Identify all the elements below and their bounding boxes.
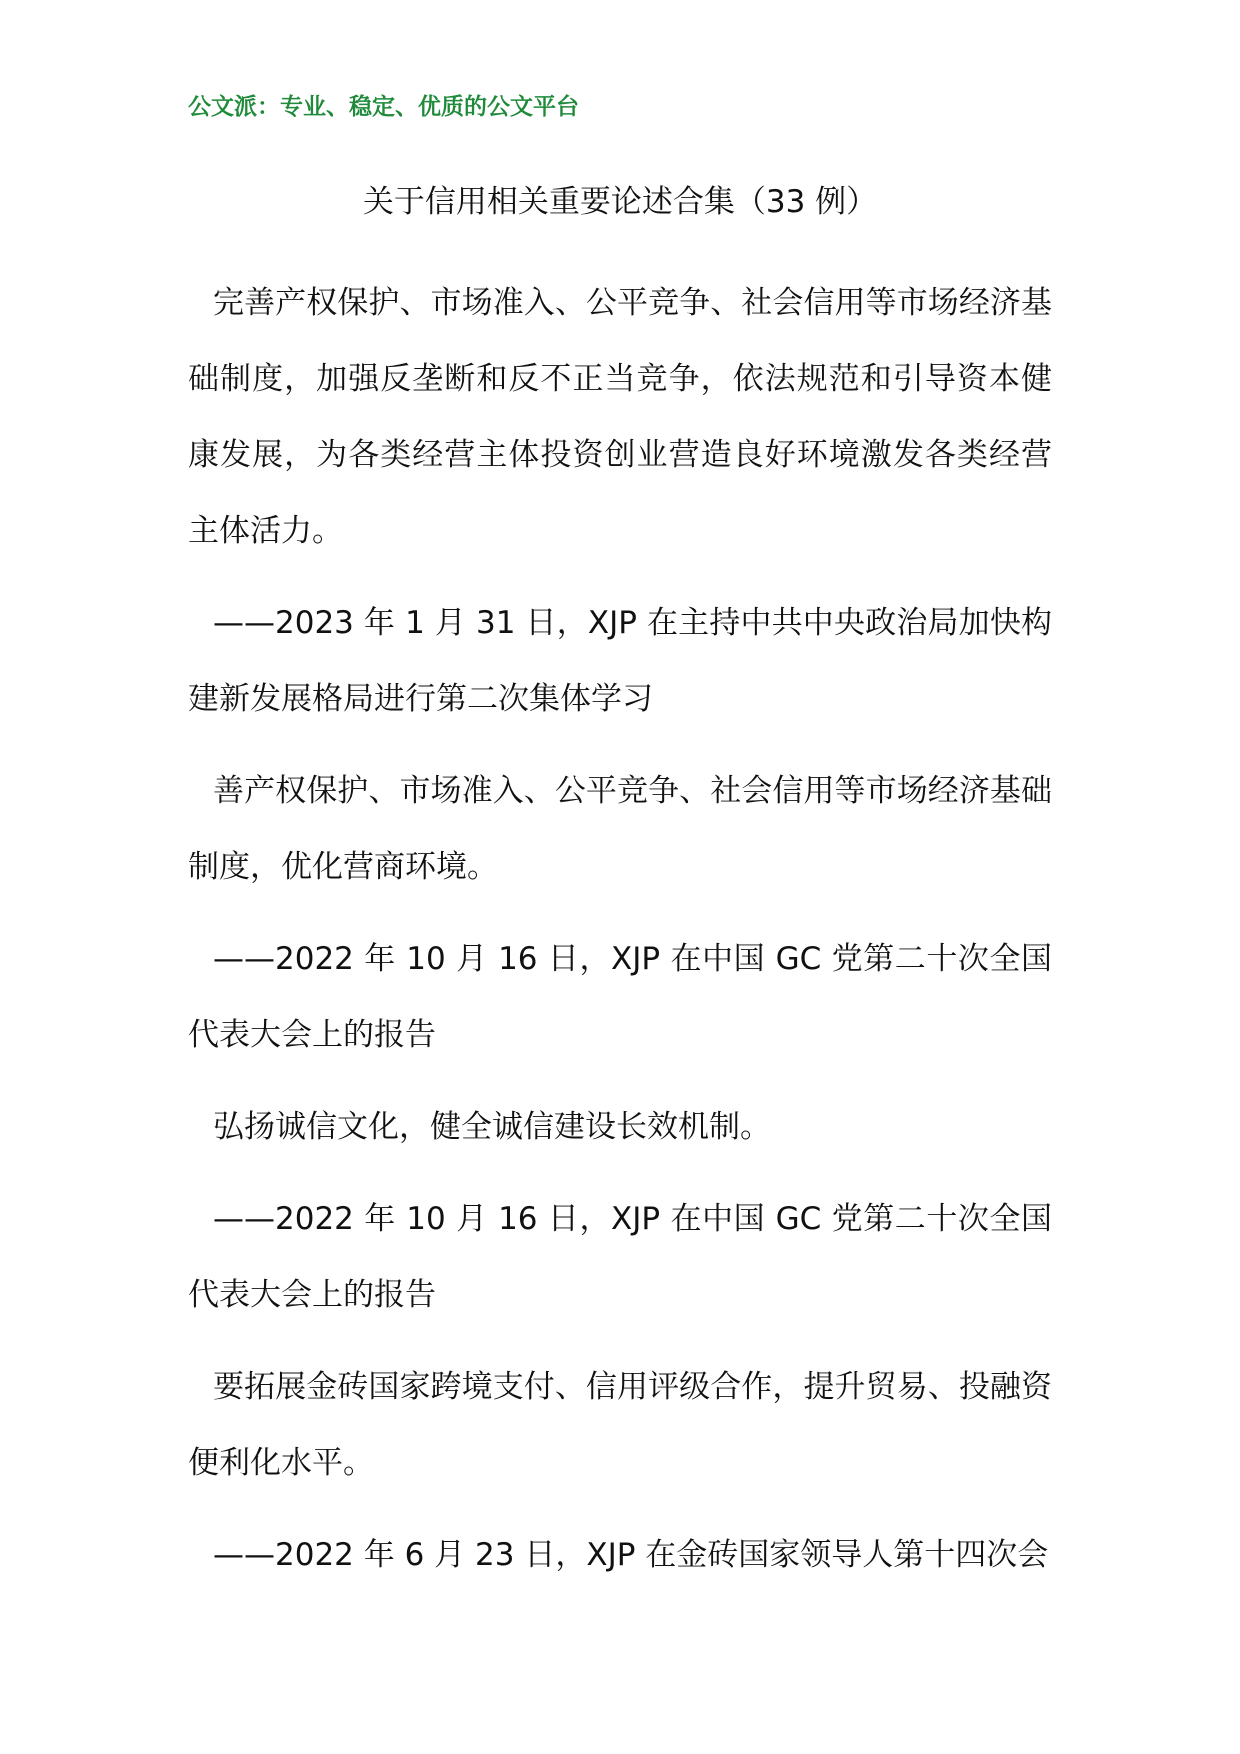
paragraph-quote: 要拓展金砖国家跨境支付、信用评级合作，提升贸易、投融资便利化水平。	[188, 1369, 1052, 1481]
paragraph-source: ——2022 年 10 月 16 日，XJP 在中国 GC 党第二十次全国代表大会上的报告	[188, 941, 1052, 1053]
site-tagline: 公文派：专业、稳定、优质的公文平台	[188, 94, 579, 120]
paragraph-quote: 善产权保护、市场准入、公平竞争、社会信用等市场经济基础制度，优化营商环境。	[188, 773, 1052, 885]
document-title: 关于信用相关重要论述合集（33 例）	[362, 184, 878, 220]
paragraph-source: ——2022 年 10 月 16 日，XJP 在中国 GC 党第二十次全国代表大会上的报告	[188, 1201, 1052, 1313]
paragraph-source: ——2022 年 6 月 23 日，XJP 在金砖国家领导人第十四次会	[213, 1537, 1049, 1573]
paragraph-quote: 弘扬诚信文化，健全诚信建设长效机制。	[213, 1109, 771, 1145]
paragraph-quote: 完善产权保护、市场准入、公平竞争、社会信用等市场经济基础制度，加强反垄断和反不正当竞争，依法规范和引导资本健康发展，为各类经营主体投资创业营造良好环境激发各类经营主体活力。	[188, 285, 1052, 549]
document-body	[188, 265, 1052, 1609]
paragraph-source: ——2023 年 1 月 31 日，XJP 在主持中共中央政治局加快构建新发展格局进行第二次集体学习	[188, 605, 1052, 717]
